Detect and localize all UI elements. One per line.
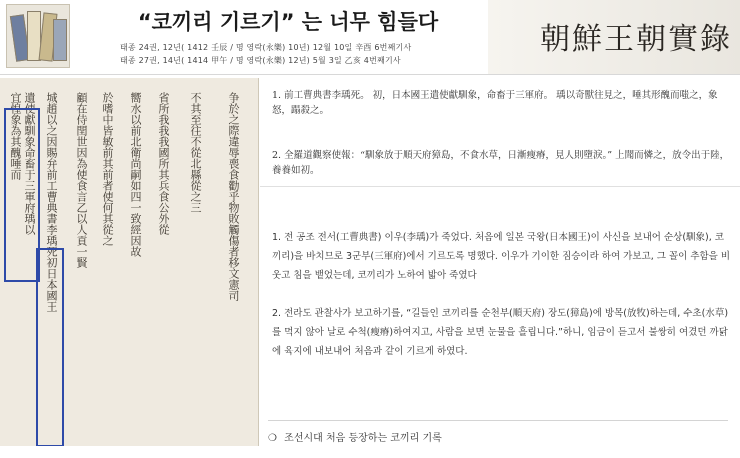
bullet-icon: ❍ — [268, 433, 277, 444]
caption — [268, 420, 728, 455]
cn-entry-1: 1. 前工曹典書李瑀死。 初，日本國王遣使獻馴象，命畜于三軍府。 瑀以奇獸往見之，唾其形醜而嗤之，象怒，蹋殺之。 — [272, 90, 718, 116]
highlight-box-1 — [4, 108, 40, 282]
brand-title: 朝鮮王朝實錄 — [540, 22, 732, 57]
scan-column: 顧在侍閏世因為使食言乙以人貢一賢 — [75, 92, 88, 268]
scan-column: 争於之際違辱喪食勸乎物敗觸傷者移文憲司 — [227, 92, 240, 301]
scan-column: 遺使獻馴象命畜于三軍府瑀以 — [23, 92, 36, 235]
classical-chinese-section — [260, 78, 740, 187]
scan-column: 宜惶象為其醜唾而 — [9, 92, 22, 180]
scan-column: 於嗜中皆敏前其前者使何其從之 — [101, 92, 114, 246]
text-panel — [260, 78, 740, 458]
scan-column: 省所我我我國所其兵食公外從 — [157, 92, 170, 235]
scan-column: 嚮水以前北衛尚嗣如四一致經因故 — [129, 92, 142, 257]
header — [0, 0, 740, 75]
books-logo-icon — [6, 4, 70, 68]
source-line-2: 태종 27권, 14년( 1414 甲午 / 명 영락(永樂) 12년) 5월 3일 乙亥 4번째기사 — [120, 56, 401, 65]
cn-entry-2: 2. 全羅道觀察使報：“馴象放于順天府獐島，不食水草，日漸瘦瘠，見人則墮淚。” 上聞而憐之，放令出于陸，養養如初。 — [272, 150, 730, 176]
caption-text: 조선시대 처음 등장하는 코끼리 기록 — [284, 433, 442, 444]
manuscript-scan-image — [0, 78, 259, 446]
scan-column: 城趙以之因賜弁前工曹典書李瑀死初日本國王 — [45, 92, 58, 312]
brand-banner — [488, 0, 740, 74]
ko-entry-1: 1. 전 공조 전서(工曹典書) 이우(李瑀)가 죽었다. 처음에 일본 국왕(日本國王)이 사신을 보내어 순상(馴象), 코끼리)을 바치므로 3군부(三軍府)에서 기르도록 명했다. 이우가 기이한 짐승이라 하여 가보고, 그 꼴이 추함을 비웃고 침을 뱉었는데, 코끼리가 노하여 밟아 죽였다 — [272, 232, 731, 281]
page-title: “코끼리 기르기” 는 너무 힘들다 — [137, 10, 439, 34]
highlight-box-2 — [36, 248, 64, 446]
source-line-1: 태종 24권, 12년( 1412 壬辰 / 명 영락(永樂) 10년) 12월 10일 辛酉 6번째기사 — [120, 43, 412, 52]
scan-column: 不其至往不從北縣從之三 — [189, 92, 202, 213]
ko-entry-2: 2. 전라도 관찰사가 보고하기를, “길들인 코끼리를 순천부(順天府) 장도(獐島)에 방목(放牧)하는데, 수초(水草)를 먹지 않아 날로 수척(瘦瘠)하여지고, 사람을 보면 눈물을 흘립니다.”하니, 임금이 듣고서 불쌍히 여겼던 까닭에 육지에 내보내어 처음과 같이 기르게 하였다. — [272, 308, 729, 357]
